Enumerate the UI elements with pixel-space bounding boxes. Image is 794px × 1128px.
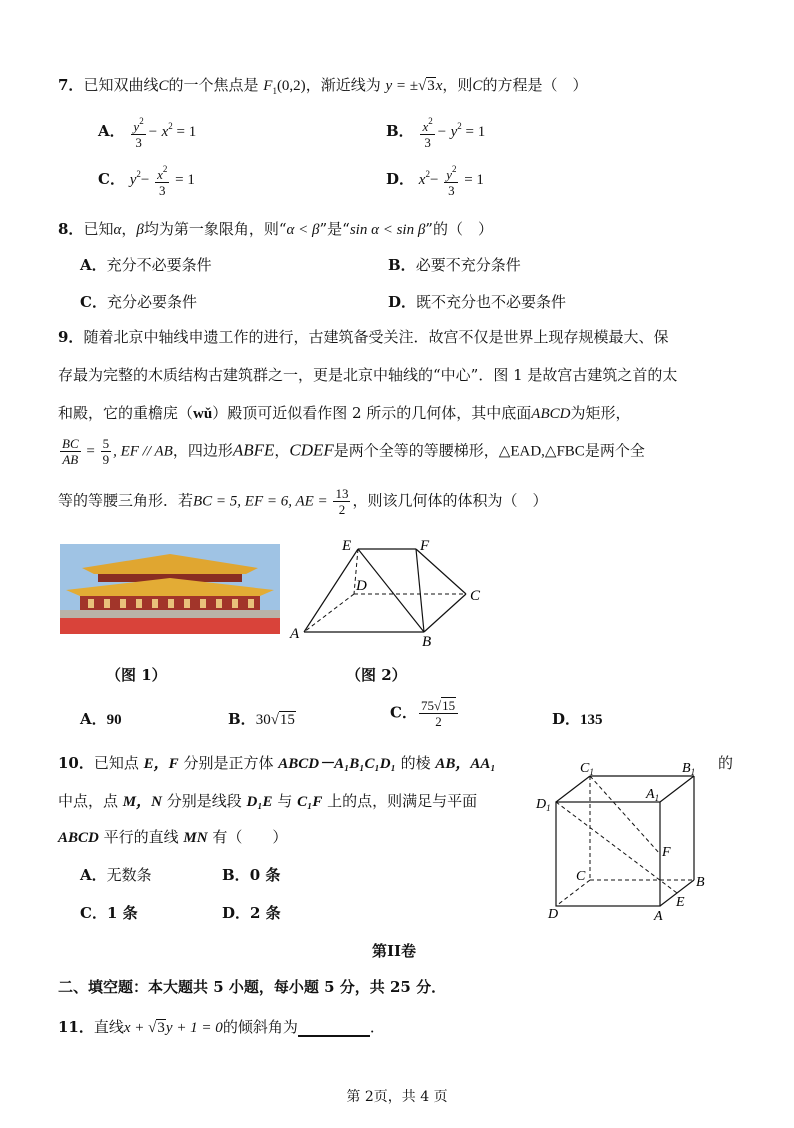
q9-line5: 等的等腰三角形．若BC = 5, EF = 6, AE = $\frac{13}{2}$ ，则该几何体的体积为（ ）	[58, 486, 548, 517]
q10-line1-tail: 的	[718, 754, 734, 772]
q10-line1: 10．已知点 E，F 分别是正方体 ABCD－A₁B₁C₁D₁ 的棱 AB，AA₁	[58, 754, 496, 772]
q8-option-d[interactable]: D．既不充分也不必要条件	[388, 293, 567, 311]
q10-line2: 中点，点 M，N 分别是线段 D₁E 与 C₁F 上的点，则满足与平面	[58, 792, 478, 810]
label-A: A	[654, 909, 663, 924]
label-F: F	[662, 845, 671, 860]
label-E: E	[676, 895, 685, 910]
section-title: 第II卷	[372, 942, 417, 960]
q10-option-d[interactable]: D．2 条	[222, 904, 281, 922]
q8-number: 8．	[58, 220, 84, 238]
figure-2-caption: （图 2）	[346, 666, 407, 684]
label-E: E	[342, 538, 352, 554]
label-D: D	[548, 907, 559, 922]
q9-option-b[interactable]: B．30√15	[228, 710, 295, 728]
q7-option-b[interactable]: B． $\frac{x^2}{3}$ − $y^2 = 1$	[386, 116, 486, 150]
q9-line2: 存最为完整的木质结构古建筑群之一，更是北京中轴线的“中心”．图 1 是故宫古建筑之首的太	[58, 366, 678, 384]
q7-option-d[interactable]: D． $x^2-$ $\frac{y^2}{3}$ = 1	[386, 164, 484, 198]
label-B: B	[422, 634, 432, 650]
label-C: C	[576, 869, 586, 884]
figure-1-caption: （图 1）	[106, 666, 167, 684]
q8-option-c[interactable]: C．充分必要条件	[80, 293, 197, 311]
label-B1: $B_1$	[682, 761, 696, 777]
q10-line3: ABCD 平行的直线 MN 有（ ）	[58, 828, 288, 846]
label-C: C	[470, 588, 481, 604]
q9-option-c[interactable]: C． $\frac{75√15}{2}$	[390, 698, 460, 729]
figure-2-solid	[286, 532, 496, 650]
q9-line3: 和殿，它的重檐庑（wǔ）殿顶可近似看作图 2 所示的几何体，其中底面ABCD为矩形，	[58, 404, 631, 422]
q11-stem: 11．直线x + √3y + 1 = 0的倾斜角为 ．	[58, 1018, 385, 1036]
q10-option-a[interactable]: A．无数条	[80, 866, 152, 884]
q7-number: 7．	[58, 76, 84, 94]
q10-option-c[interactable]: C．1 条	[80, 904, 138, 922]
label-C1: $C_1$	[580, 761, 594, 777]
answer-blank[interactable]	[298, 1023, 370, 1037]
q11-number: 11．	[58, 1018, 94, 1036]
q9-line4: $\frac{BC}{AB}$ = $\frac{5}{9}$ , EF // AB，四边形ABFE，CDEF是两个全等的等腰梯形，△EAD,△FBC是两个全	[62, 436, 645, 467]
label-D: D	[356, 578, 367, 594]
cube-figure	[532, 756, 722, 926]
label-F: F	[420, 538, 430, 554]
palace-photo	[60, 544, 280, 634]
q10-number: 10．	[58, 754, 94, 772]
q8-stem: 8．已知α，β均为第一象限角，则“α < β”是“sin α < sin β”的（ ）	[58, 220, 493, 238]
q8-option-a[interactable]: A．充分不必要条件	[80, 256, 212, 274]
q7-option-c[interactable]: C． $y^2-$ $\frac{x^2}{3}$ = 1	[98, 164, 195, 198]
q10-option-b[interactable]: B．0 条	[222, 866, 281, 884]
section-instructions: 二、填空题：本大题共 5 小题，每小题 5 分，共 25 分．	[58, 978, 447, 996]
q7-option-a[interactable]: A． $\frac{y^2}{3}$ − $x^2 = 1$	[98, 116, 197, 150]
q9-line1: 9．随着北京中轴线申遗工作的进行，古建筑备受关注．故宫不仅是世界上现存规模最大、保	[58, 328, 669, 346]
q7-stem: 7．已知双曲线C的一个焦点是 $F_1(0,2)$，渐近线为 y = ±√3x，则C的方程是（ ）	[58, 76, 588, 96]
label-D1: $D_1$	[536, 797, 551, 813]
label-A1: $A_1$	[646, 787, 660, 803]
q9-option-d[interactable]: D．135	[552, 710, 603, 728]
page-footer: 第 2页，共 4 页	[346, 1089, 448, 1105]
q8-option-b[interactable]: B．必要不充分条件	[388, 256, 521, 274]
q9-number: 9．	[58, 328, 84, 346]
q9-option-a[interactable]: A．90	[80, 710, 122, 728]
label-B: B	[696, 875, 705, 890]
label-A: A	[290, 626, 300, 642]
